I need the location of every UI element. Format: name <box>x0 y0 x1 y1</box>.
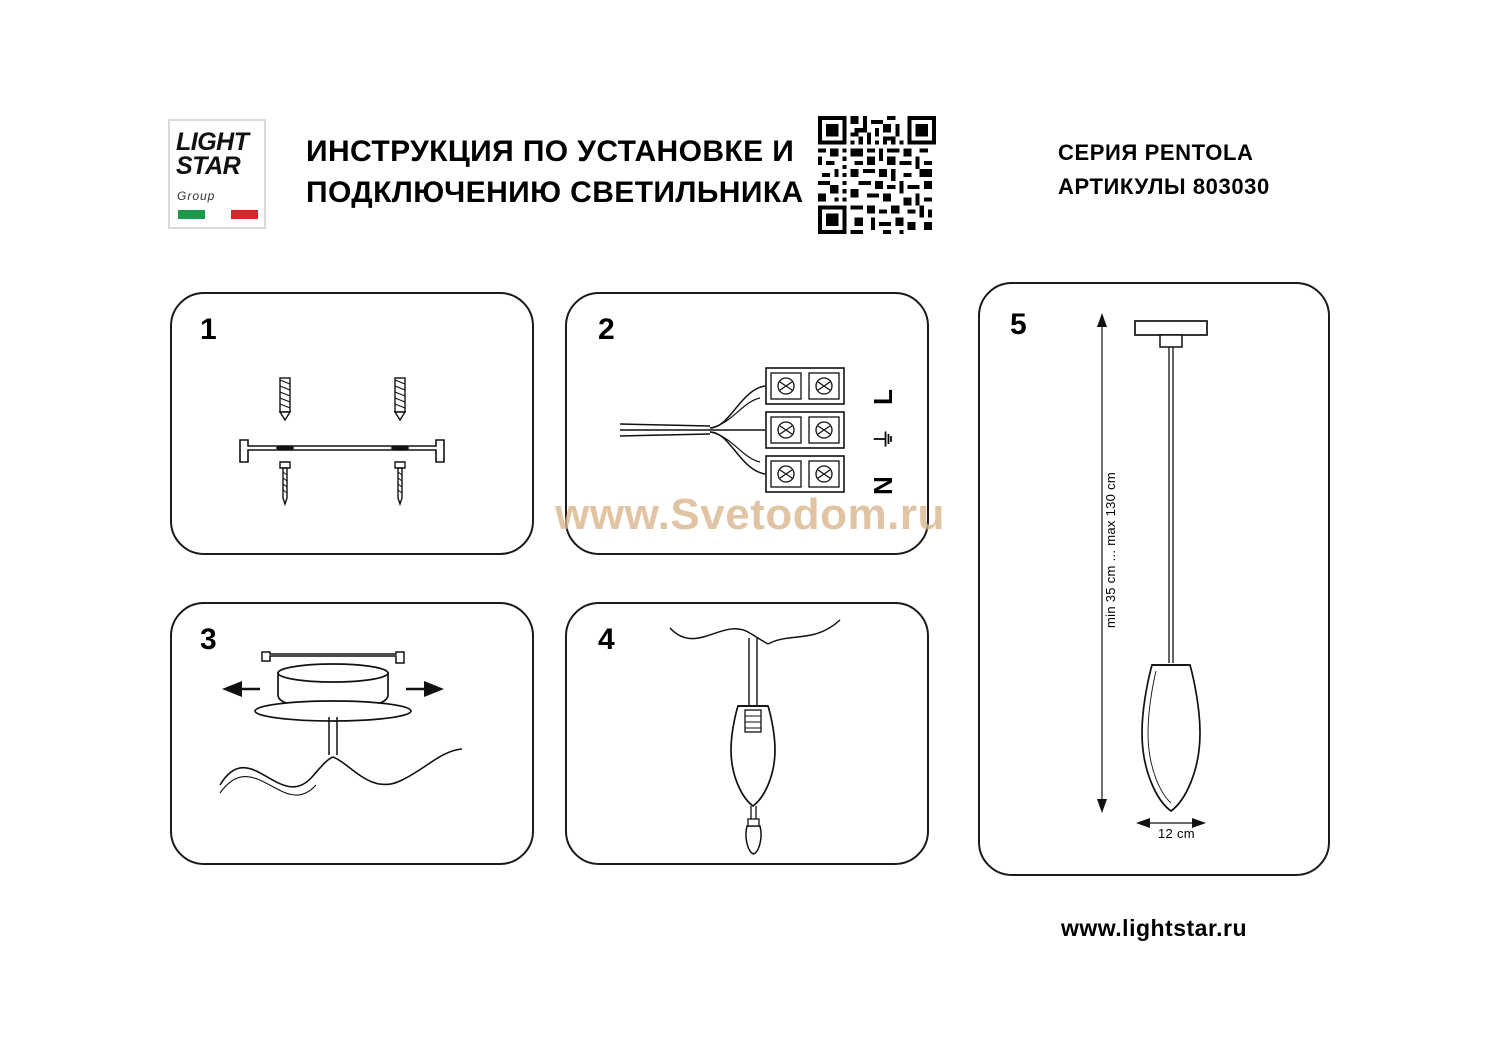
figure-step-5 <box>1060 305 1310 850</box>
footer-website: www.lightstar.ru <box>1060 915 1248 941</box>
logo-line1: LIGHT <box>176 128 249 156</box>
dimension-height-label: min 35 cm ... max 130 cm <box>1103 471 1118 628</box>
series-label: СЕРИЯ PENTOLA <box>1058 140 1254 165</box>
page-title: ИНСТРУКЦИЯ ПО УСТАНОВКЕ И ПОДКЛЮЧЕНИЮ СВЕТИЛЬНИКА <box>306 135 804 209</box>
panel-number-1: 1 <box>200 313 217 346</box>
dimension-width-label: 12 cm <box>1158 826 1195 841</box>
watermark: www.Svetodom.ru <box>555 490 945 539</box>
panel-number-5: 5 <box>1010 308 1027 341</box>
terminal-label-earth: ⏚ <box>872 426 897 450</box>
logo-line2: STAR <box>176 152 241 180</box>
logo-text <box>176 130 264 178</box>
header <box>168 112 1328 237</box>
logo <box>168 119 266 229</box>
figure-step-4 <box>630 610 880 860</box>
italy-flag-icon <box>178 210 258 219</box>
figure-step-3 <box>200 625 510 840</box>
panel-number-3: 3 <box>200 623 217 656</box>
terminal-label-neutral: N <box>868 475 898 495</box>
terminal-label-live: L <box>868 388 898 405</box>
article-label: АРТИКУЛЫ 803030 <box>1058 174 1270 200</box>
logo-group-text: Group <box>177 189 216 203</box>
panel-number-2: 2 <box>598 313 615 346</box>
qr-code-icon <box>818 116 936 234</box>
panel-number-4: 4 <box>598 623 615 656</box>
figure-step-1 <box>200 350 500 510</box>
series-info <box>1058 136 1328 204</box>
figure-step-2 <box>590 340 910 520</box>
